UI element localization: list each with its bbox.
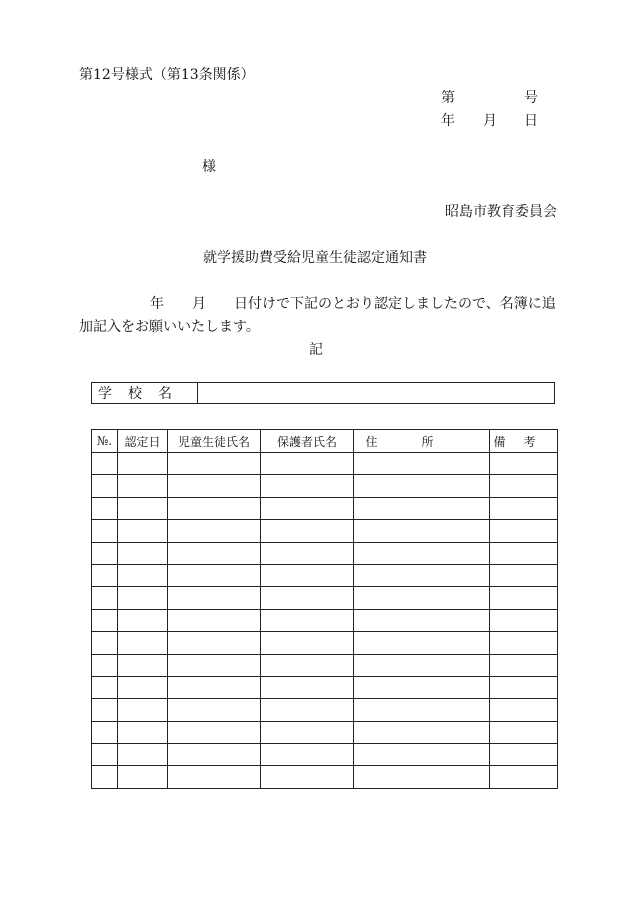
column-header-approval-date: 認定日 bbox=[118, 430, 168, 453]
table-row bbox=[92, 587, 558, 609]
table-cell[interactable] bbox=[92, 587, 118, 609]
table-cell[interactable] bbox=[354, 587, 490, 609]
roster-table bbox=[91, 429, 558, 789]
table-cell[interactable] bbox=[168, 654, 261, 676]
table-cell[interactable] bbox=[168, 609, 261, 631]
column-header-student-name: 児童生徒氏名 bbox=[168, 430, 261, 453]
table-cell[interactable] bbox=[261, 699, 354, 721]
table-cell[interactable] bbox=[490, 721, 558, 743]
table-cell[interactable] bbox=[168, 475, 261, 497]
document-title: 就学援助費受給児童生徒認定通知書 bbox=[203, 250, 427, 266]
table-row bbox=[92, 609, 558, 631]
ki-heading: 記 bbox=[309, 342, 323, 358]
table-row bbox=[92, 676, 558, 698]
column-header-address: 住所 bbox=[354, 430, 490, 453]
table-cell[interactable] bbox=[490, 654, 558, 676]
table-cell[interactable] bbox=[118, 654, 168, 676]
table-cell[interactable] bbox=[92, 654, 118, 676]
table-cell[interactable] bbox=[168, 564, 261, 586]
table-cell[interactable] bbox=[354, 475, 490, 497]
table-cell[interactable] bbox=[490, 497, 558, 519]
table-cell[interactable] bbox=[118, 497, 168, 519]
table-cell[interactable] bbox=[92, 632, 118, 654]
table-cell[interactable] bbox=[354, 654, 490, 676]
table-cell[interactable] bbox=[354, 766, 490, 788]
table-cell[interactable] bbox=[92, 699, 118, 721]
table-cell[interactable] bbox=[261, 676, 354, 698]
table-cell[interactable] bbox=[118, 632, 168, 654]
table-cell[interactable] bbox=[168, 587, 261, 609]
table-cell[interactable] bbox=[118, 453, 168, 475]
table-cell[interactable] bbox=[490, 475, 558, 497]
table-cell[interactable] bbox=[168, 721, 261, 743]
table-cell[interactable] bbox=[354, 609, 490, 631]
body-text-line-2: 加記入をお願いいたします。 bbox=[79, 319, 260, 335]
table-cell[interactable] bbox=[118, 520, 168, 542]
table-row bbox=[92, 721, 558, 743]
table-cell[interactable] bbox=[490, 542, 558, 564]
recipient-honorific: 様 bbox=[202, 159, 216, 175]
table-cell[interactable] bbox=[118, 699, 168, 721]
table-cell[interactable] bbox=[92, 744, 118, 766]
table-cell[interactable] bbox=[168, 766, 261, 788]
form-number: 第12号様式（第13条関係） bbox=[79, 67, 255, 83]
table-row bbox=[92, 766, 558, 788]
column-header-number: №. bbox=[92, 430, 118, 453]
date-month-label: 月 bbox=[483, 113, 497, 129]
table-cell[interactable] bbox=[354, 699, 490, 721]
table-cell[interactable] bbox=[118, 609, 168, 631]
school-name-label: 学校名 bbox=[92, 383, 198, 403]
table-cell[interactable] bbox=[118, 766, 168, 788]
table-cell[interactable] bbox=[490, 609, 558, 631]
table-cell[interactable] bbox=[118, 744, 168, 766]
table-row bbox=[92, 699, 558, 721]
table-cell[interactable] bbox=[261, 475, 354, 497]
table-cell[interactable] bbox=[354, 744, 490, 766]
table-cell[interactable] bbox=[92, 721, 118, 743]
table-row bbox=[92, 453, 558, 475]
table-cell[interactable] bbox=[92, 475, 118, 497]
table-cell[interactable] bbox=[354, 520, 490, 542]
column-header-guardian-name: 保護者氏名 bbox=[261, 430, 354, 453]
table-cell[interactable] bbox=[354, 542, 490, 564]
issuer-name: 昭島市教育委員会 bbox=[445, 204, 557, 220]
table-header-row bbox=[92, 430, 558, 453]
table-cell[interactable] bbox=[490, 744, 558, 766]
table-row bbox=[92, 475, 558, 497]
table-cell[interactable] bbox=[261, 542, 354, 564]
roster-table-body bbox=[92, 453, 558, 789]
table-cell[interactable] bbox=[168, 453, 261, 475]
table-cell[interactable] bbox=[354, 453, 490, 475]
table-cell[interactable] bbox=[354, 676, 490, 698]
table-cell[interactable] bbox=[92, 453, 118, 475]
table-cell[interactable] bbox=[118, 564, 168, 586]
table-cell[interactable] bbox=[118, 676, 168, 698]
table-cell[interactable] bbox=[168, 542, 261, 564]
table-cell[interactable] bbox=[92, 497, 118, 519]
table-cell[interactable] bbox=[490, 632, 558, 654]
table-cell[interactable] bbox=[261, 587, 354, 609]
body-text-rest: 日付けで下記のとおり認定しましたので、名簿に追 bbox=[234, 296, 556, 312]
date-day-label: 日 bbox=[524, 113, 538, 129]
table-cell[interactable] bbox=[261, 721, 354, 743]
table-row bbox=[92, 497, 558, 519]
table-cell[interactable] bbox=[490, 453, 558, 475]
table-cell[interactable] bbox=[261, 654, 354, 676]
table-cell[interactable] bbox=[354, 721, 490, 743]
school-name-box bbox=[91, 382, 555, 404]
table-row bbox=[92, 654, 558, 676]
table-cell[interactable] bbox=[490, 564, 558, 586]
table-cell[interactable] bbox=[168, 520, 261, 542]
table-cell[interactable] bbox=[490, 699, 558, 721]
table-cell[interactable] bbox=[354, 632, 490, 654]
table-cell[interactable] bbox=[118, 721, 168, 743]
document-number-suffix: 号 bbox=[524, 90, 538, 106]
table-cell[interactable] bbox=[92, 609, 118, 631]
table-row bbox=[92, 520, 558, 542]
table-cell[interactable] bbox=[118, 475, 168, 497]
table-cell[interactable] bbox=[354, 564, 490, 586]
table-cell[interactable] bbox=[168, 632, 261, 654]
school-name-field[interactable] bbox=[198, 383, 554, 403]
body-text-line-1 bbox=[150, 297, 556, 311]
table-cell[interactable] bbox=[261, 744, 354, 766]
table-cell[interactable] bbox=[490, 766, 558, 788]
table-cell[interactable] bbox=[490, 587, 558, 609]
table-cell[interactable] bbox=[168, 744, 261, 766]
body-month-label: 月 bbox=[192, 296, 206, 312]
table-cell[interactable] bbox=[261, 497, 354, 519]
table-cell[interactable] bbox=[261, 609, 354, 631]
table-row bbox=[92, 564, 558, 586]
table-cell[interactable] bbox=[261, 564, 354, 586]
table-row bbox=[92, 632, 558, 654]
column-header-remarks: 備考 bbox=[490, 430, 558, 453]
table-cell[interactable] bbox=[261, 766, 354, 788]
table-cell[interactable] bbox=[92, 564, 118, 586]
table-row bbox=[92, 744, 558, 766]
table-cell[interactable] bbox=[261, 453, 354, 475]
table-cell[interactable] bbox=[261, 520, 354, 542]
table-cell[interactable] bbox=[168, 699, 261, 721]
table-cell[interactable] bbox=[354, 497, 490, 519]
table-cell[interactable] bbox=[92, 542, 118, 564]
body-year-label: 年 bbox=[150, 296, 164, 312]
table-cell[interactable] bbox=[261, 632, 354, 654]
table-cell[interactable] bbox=[168, 497, 261, 519]
table-cell[interactable] bbox=[118, 587, 168, 609]
table-cell[interactable] bbox=[92, 520, 118, 542]
table-cell[interactable] bbox=[490, 520, 558, 542]
date-year-label: 年 bbox=[441, 113, 455, 129]
table-cell[interactable] bbox=[168, 676, 261, 698]
table-cell[interactable] bbox=[92, 766, 118, 788]
document-number-label: 第 bbox=[441, 90, 455, 106]
table-cell[interactable] bbox=[92, 676, 118, 698]
table-cell[interactable] bbox=[118, 542, 168, 564]
table-row bbox=[92, 542, 558, 564]
table-cell[interactable] bbox=[490, 676, 558, 698]
